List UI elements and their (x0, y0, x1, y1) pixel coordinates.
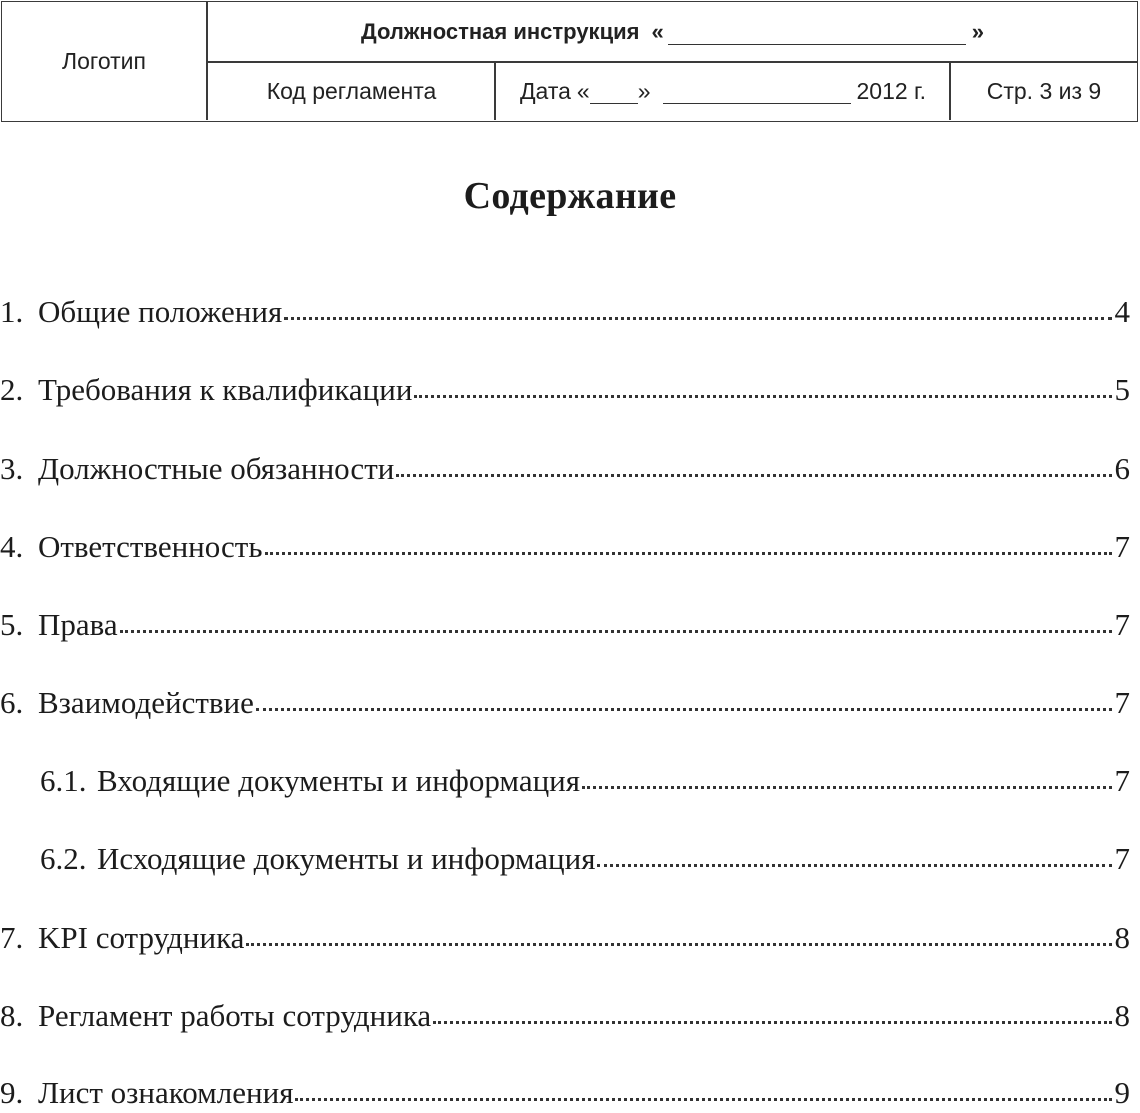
toc-entry-number: 3. (0, 451, 24, 486)
toc-entry[interactable] (0, 683, 1130, 723)
toc-dot-leader (433, 1020, 1111, 1024)
toc-entry[interactable] (0, 292, 1130, 332)
toc-dot-leader (582, 785, 1111, 789)
title-open-quote: « (651, 19, 664, 44)
toc-entry-page: 6 (1114, 451, 1130, 486)
toc-dot-leader (414, 394, 1111, 398)
page-indicator: Стр. 3 из 9 (986, 78, 1102, 104)
toc-entry-title: Должностные обязанности (38, 451, 395, 486)
toc-entry[interactable] (0, 605, 1130, 645)
toc-dot-leader (284, 316, 1111, 320)
toc-entry-page: 5 (1114, 372, 1130, 407)
document-title: Должностная инструкция (361, 19, 640, 44)
date-label: Дата (519, 78, 571, 104)
toc-entry-title: Регламент работы сотрудника (38, 998, 432, 1033)
title-close-quote: » (971, 19, 984, 44)
toc-subentry[interactable] (40, 839, 1130, 879)
date-year: 2012 г. (856, 78, 927, 104)
toc-entry-title: Ответственность (38, 529, 263, 564)
toc-entry-number: 7. (0, 920, 24, 955)
logo-placeholder-text: Логотип (62, 47, 146, 74)
toc-entry-title: KPI сотрудника (38, 920, 245, 955)
toc-entry-number: 6.2. (40, 841, 87, 876)
toc-dot-leader (295, 1097, 1111, 1101)
toc-entry-title: Взаимодействие (38, 685, 254, 720)
date-open-quote: « (576, 78, 590, 104)
toc-dot-leader (120, 629, 1112, 633)
toc-entry[interactable] (0, 449, 1130, 489)
toc-dot-leader (246, 942, 1111, 946)
toc-entry-title: Лист ознакомления (38, 1075, 294, 1110)
toc-entry-page: 8 (1114, 920, 1130, 955)
toc-entry-page: 9 (1114, 1075, 1130, 1110)
toc-entry-number: 4. (0, 529, 24, 564)
toc-dot-leader (265, 551, 1112, 555)
toc-entry-number: 1. (0, 294, 24, 329)
toc-entry-page: 7 (1114, 763, 1130, 798)
toc-entry-page: 8 (1114, 998, 1130, 1033)
toc-entry[interactable] (0, 1073, 1130, 1113)
date-close-quote: » (637, 78, 651, 104)
toc-entry-title: Исходящие документы и информация (97, 841, 596, 876)
toc-entry-page: 7 (1114, 841, 1130, 876)
toc-dot-leader (396, 473, 1111, 477)
toc-dot-leader (256, 707, 1112, 711)
toc-entry-number: 6. (0, 685, 24, 720)
toc-entry-title: Права (38, 607, 118, 642)
toc-entry[interactable] (0, 527, 1130, 567)
toc-entry-title: Входящие документы и информация (97, 763, 581, 798)
toc-entry-number: 2. (0, 372, 24, 407)
toc-entry-page: 7 (1114, 607, 1130, 642)
toc-dot-leader (597, 863, 1111, 867)
regulation-code-label: Код регламента (266, 78, 437, 104)
toc-entry[interactable] (0, 996, 1130, 1036)
toc-subentry[interactable] (40, 761, 1130, 801)
toc-entry-page: 7 (1114, 529, 1130, 564)
toc-entry-number: 9. (0, 1075, 24, 1110)
toc-entry-page: 4 (1114, 294, 1130, 329)
toc-entry[interactable] (0, 370, 1130, 410)
toc-entry-number: 8. (0, 998, 24, 1033)
contents-heading: Содержание (463, 175, 677, 217)
toc-entry-page: 7 (1114, 685, 1130, 720)
toc-entry-number: 5. (0, 607, 24, 642)
toc-entry-number: 6.1. (40, 763, 87, 798)
toc-entry[interactable] (0, 918, 1130, 958)
toc-entry-title: Требования к квалификации (38, 372, 413, 407)
toc-entry-title: Общие положения (38, 294, 283, 329)
